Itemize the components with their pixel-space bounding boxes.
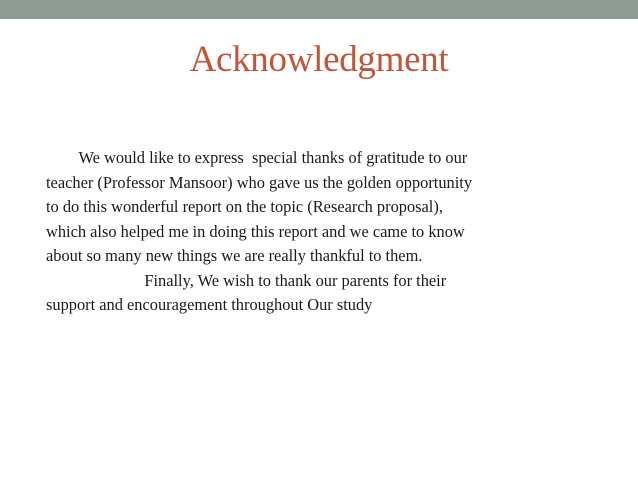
acknowledgment-body <box>46 146 606 318</box>
body-line: support and encouragement throughout Our study <box>46 295 373 314</box>
body-line: teacher (Professor Mansoor) who gave us the golden opportunity <box>46 172 473 192</box>
slide-title: Acknowledgment <box>189 39 449 80</box>
body-line: We would like to express special thanks of gratitude to our <box>46 148 468 167</box>
body-line: about so many new things we are really thankful to them. <box>46 246 423 265</box>
top-accent-bar <box>0 0 638 19</box>
body-line: to do this wonderful report on the topic (Research proposal), <box>46 197 443 216</box>
body-line: Finally, We wish to thank our parents for their <box>46 270 447 290</box>
body-line: which also helped me in doing this report and we came to know <box>46 221 465 241</box>
